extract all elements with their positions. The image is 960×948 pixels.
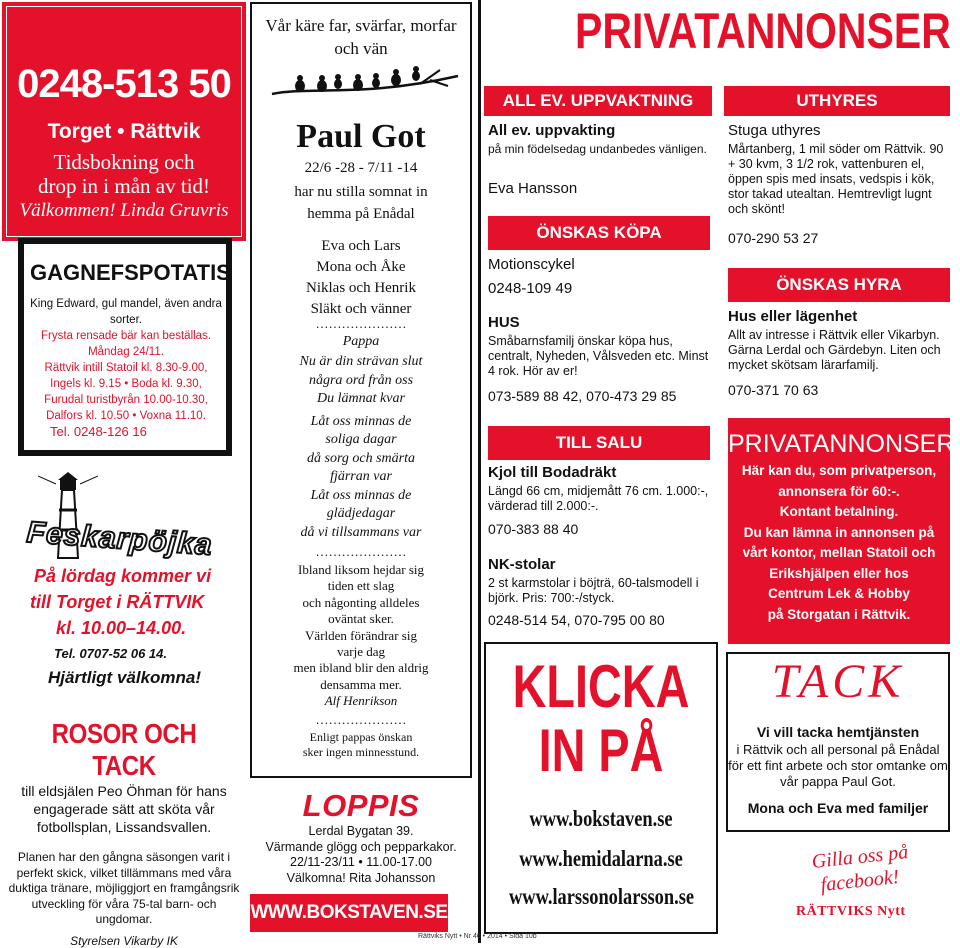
verse-line: oväntat sker. (328, 611, 394, 627)
verse-line: Världen förändrar sig (305, 627, 417, 643)
bike-title: Motionscykel (488, 256, 575, 273)
site-banner (250, 894, 448, 932)
site-link[interactable]: www.larssonolarsson.se (509, 884, 695, 909)
fisher-ad (20, 470, 246, 690)
verse-line: men ibland blir den aldrig (293, 660, 429, 676)
roses-ad (8, 718, 240, 948)
fisher-line3: kl. 10.00–14.00. (56, 618, 187, 638)
obit-family (252, 236, 470, 320)
promo-line: Du kan lämna in annonsen på (743, 524, 935, 540)
family-member: Niklas och Henrik (306, 280, 416, 296)
salon-location: Torget • Rättvik (47, 120, 201, 143)
tack-sign: Mona och Eva med familjer (747, 800, 929, 816)
family-member: Mona och Åke (316, 259, 406, 275)
family-member: Eva och Lars (321, 238, 401, 254)
verse-line: densamma mer. (320, 676, 402, 692)
hyra-text: Allt av intresse i Rättvik eller Vikarbyn. Gärna Lerdal och Gärdebyn. Liten och mycket skötsam lärarfamilj. (728, 328, 941, 372)
hus-text: Småbarnsfamilj önskar köpa hus, centralt, Nyheden, Vålsveden etc. Minst 4 rok. Hör av er! (488, 334, 709, 378)
poem-line: då vi tillsammans var (300, 524, 422, 540)
potato-line: Dalfors kl. 10.50 • Voxna 11.10. (46, 410, 206, 422)
obit-name: Paul Got (296, 118, 426, 155)
poem-line: Låt oss minnas de (310, 413, 412, 429)
site-link[interactable]: www.hemidalarna.se (519, 846, 683, 871)
promo-line: Kontant betalning. (779, 504, 899, 519)
verse-line: och någonting alldeles (302, 594, 420, 610)
obit-text1: har nu stilla somnat in (294, 184, 428, 200)
uppv-name: Eva Hansson (488, 180, 578, 197)
potato-title: GAGNEFSPOTATIS (30, 260, 231, 285)
rattviks-nytt-logo: RÄTTVIKS Nytt (796, 904, 906, 919)
kjol-phone: 070-383 88 40 (488, 521, 579, 537)
birds-on-branch-icon (270, 64, 460, 104)
hus-phone: 073-589 88 42, 070-473 29 85 (488, 388, 677, 404)
stuga-phone: 070-290 53 27 (728, 230, 819, 246)
klicka-line2: IN PÅ (538, 717, 664, 784)
loppis-title: LOPPIS (302, 788, 420, 823)
potato-ad (18, 238, 232, 456)
promo-line: på Storgatan i Rättvik. (767, 606, 911, 622)
fisher-tel: Tel. 0707-52 06 14. (54, 646, 167, 661)
obit-wish1: Enligt pappas önskan (309, 730, 413, 744)
roses-sign: Styrelsen Vikarby IK (70, 933, 178, 948)
obit-intro1: Vår käre far, svärfar, morfar (265, 16, 457, 35)
hyra-phone: 070-371 70 63 (728, 382, 819, 398)
section-header-label: ALL EV. UPPVAKTNING (502, 91, 694, 110)
poem-head: Pappa (342, 334, 380, 349)
klicka-line1: KLICKA (512, 653, 690, 720)
kjol-text: Längd 66 cm, midjemått 76 cm. 1.000:-, värderad till 2.000:-. (488, 484, 709, 513)
poem-line: Nu är din strävan slut (299, 354, 423, 369)
roses-lead: till eldsjälen Peo Öhman för hans engagerade sätt att sköta vår fotbollsplan, Lissandsvallen. (21, 783, 227, 835)
potato-tel: Tel. 0248-126 16 (50, 424, 147, 439)
nk-phone: 0248-514 54, 070-795 00 80 (488, 612, 665, 628)
tack-title: Vi vill tacka hemtjänsten (756, 724, 920, 740)
poem-line: då sorg och smärta (307, 450, 415, 466)
loppis-line: Välkomna! Rita Johansson (286, 870, 436, 885)
promo-line: Erikshjälpen eller hos (769, 565, 909, 581)
roses-body: Planen har den gångna säsongen varit i perfekt skick, vilket tillämmans med våra duktiga tränare, möjliggjort en framgångsrik utveckling för våra 75-tal barn- och ungdomar. (8, 850, 240, 926)
section-header-label: ÖNSKAS KÖPA (536, 223, 662, 242)
promo-line: annonsera för 60:-. (778, 483, 900, 499)
obit-dots: ………………… (315, 544, 407, 559)
site-link[interactable]: www.bokstaven.se (529, 806, 673, 831)
loppis-line: Värmande glögg och pepparkakor. (265, 839, 457, 854)
kjol-title: Kjol till Bodadräkt (488, 464, 617, 481)
poem-line: soliga dagar (325, 432, 397, 447)
loppis-line: 22/11-23/11 • 11.00-17.00 (290, 855, 432, 869)
site-banner-text: WWW.BOKSTAVEN.SE (250, 902, 448, 923)
tack-text: i Rättvik och all personal på Enådal för ett fint arbete och stor omtanke om vår pappa Paul Got. (728, 742, 948, 789)
section-header (488, 426, 710, 460)
loppis-ad (250, 788, 472, 886)
promo-line: Här kan du, som privatperson, (741, 463, 937, 478)
section-header (724, 86, 950, 116)
verse-line: varje dag (336, 644, 385, 660)
promo-line: vårt kontor, mellan Statoil och (742, 545, 936, 560)
potato-line: Ingels kl. 9.15 • Boda kl. 9.30, (50, 378, 202, 390)
fisher-brand: Feskarpöjka (25, 516, 214, 562)
poem-line: glädjedagar (326, 506, 396, 521)
obit-dots: ………………… (315, 712, 407, 727)
salon-line1: Tidsbokning och (53, 150, 195, 174)
verse-line: tiden ett slag (327, 578, 395, 594)
salon-line3: Välkommen! Linda Gruvris (19, 200, 229, 221)
hyra-title: Hus eller lägenhet (728, 308, 858, 325)
roses-title: ROSOR OCH TACK (51, 718, 197, 781)
facebook-line2: facebook! (819, 865, 901, 897)
potato-line: Frysta rensade bär kan beställas. (40, 330, 212, 342)
family-member: Släkt och vänner (310, 301, 412, 317)
bike-phone: 0248-109 49 (488, 280, 573, 297)
loppis-line: Lerdal Bygatan 39. (308, 824, 414, 838)
promo-lines (728, 461, 950, 625)
fisher-welcome: Hjärtligt välkomna! (48, 668, 202, 687)
poem-line: fjärran var (330, 469, 392, 484)
obit-wish2: sker ingen minnesstund. (302, 745, 420, 759)
section-header (728, 268, 950, 302)
obit-poem (252, 353, 470, 542)
nk-title: NK-stolar (488, 556, 556, 573)
verse-author: Alf Henrikson (324, 693, 398, 709)
promo-line: Centrum Lek & Hobby (768, 586, 910, 601)
obit-text2: hemma på Enådal (307, 206, 415, 222)
section-header (484, 86, 712, 116)
poem-line: några ord från oss (308, 372, 414, 388)
uppv-text: på min födelsedag undanbedes vänligen. (488, 142, 707, 156)
potato-line: Furudal turistbyrån 10.00-10.30, (44, 394, 208, 406)
obit-verse (252, 562, 470, 710)
page-footer: Rättviks Nytt • Nr 46 • 2014 • Sida 10b (418, 933, 537, 940)
stuga-title: Stuga uthyres (728, 122, 821, 139)
poem-line: Du lämnat kvar (317, 391, 405, 406)
potato-line: King Edward, gul mandel, även andra sorter. (30, 298, 222, 326)
uppv-title: All ev. uppvakting (488, 122, 616, 139)
fisher-line1: På lördag kommer vi (34, 566, 212, 586)
promo-title: PRIVATANNONSER (728, 430, 955, 458)
potato-line: Rättvik intill Statoil kl. 8.30-9.00, (44, 362, 208, 374)
fisher-line2: till Torget i RÄTTVIK (30, 592, 205, 612)
verse-line: Ibland liksom hejdar sig (297, 562, 424, 577)
potato-lines (26, 296, 226, 424)
section-header-label: UTHYRES (796, 91, 878, 110)
stuga-text: Mårtanberg, 1 mil söder om Rättvik. 90 + 30 kvm, 3 1/2 rok, vattenburen el, öppen spis med insats, vedspis i kök, stor takad utealtan. Hemtrevligt lugnt och skönt! (728, 142, 944, 216)
section-header-label: ÖNSKAS HYRA (776, 275, 902, 294)
section-header-label: TILL SALU (555, 433, 643, 452)
salon-ad (2, 2, 246, 241)
nk-text: 2 st karmstolar i böjträ, 60-talsmodell i björk. Pris: 700:-/styck. (488, 576, 699, 605)
masthead: PRIVATANNONSER (575, 3, 951, 59)
salon-phone: 0248-513 50 (17, 62, 231, 106)
hus-title: HUS (488, 314, 520, 331)
obit-dots: ………………… (315, 316, 407, 331)
potato-line: Måndag 24/11. (88, 346, 164, 358)
section-header (488, 216, 710, 250)
column-divider (478, 0, 481, 943)
promo-box (728, 418, 955, 644)
poem-line: Låt oss minnas de (310, 487, 412, 503)
salon-line2: drop in i mån av tid! (37, 174, 211, 198)
obit-dates: 22/6 -28 - 7/11 -14 (304, 160, 418, 176)
tack-script: TACK (771, 655, 905, 708)
obit-intro2: och vän (334, 39, 388, 58)
facebook-line1: Gilla oss på (810, 841, 910, 873)
